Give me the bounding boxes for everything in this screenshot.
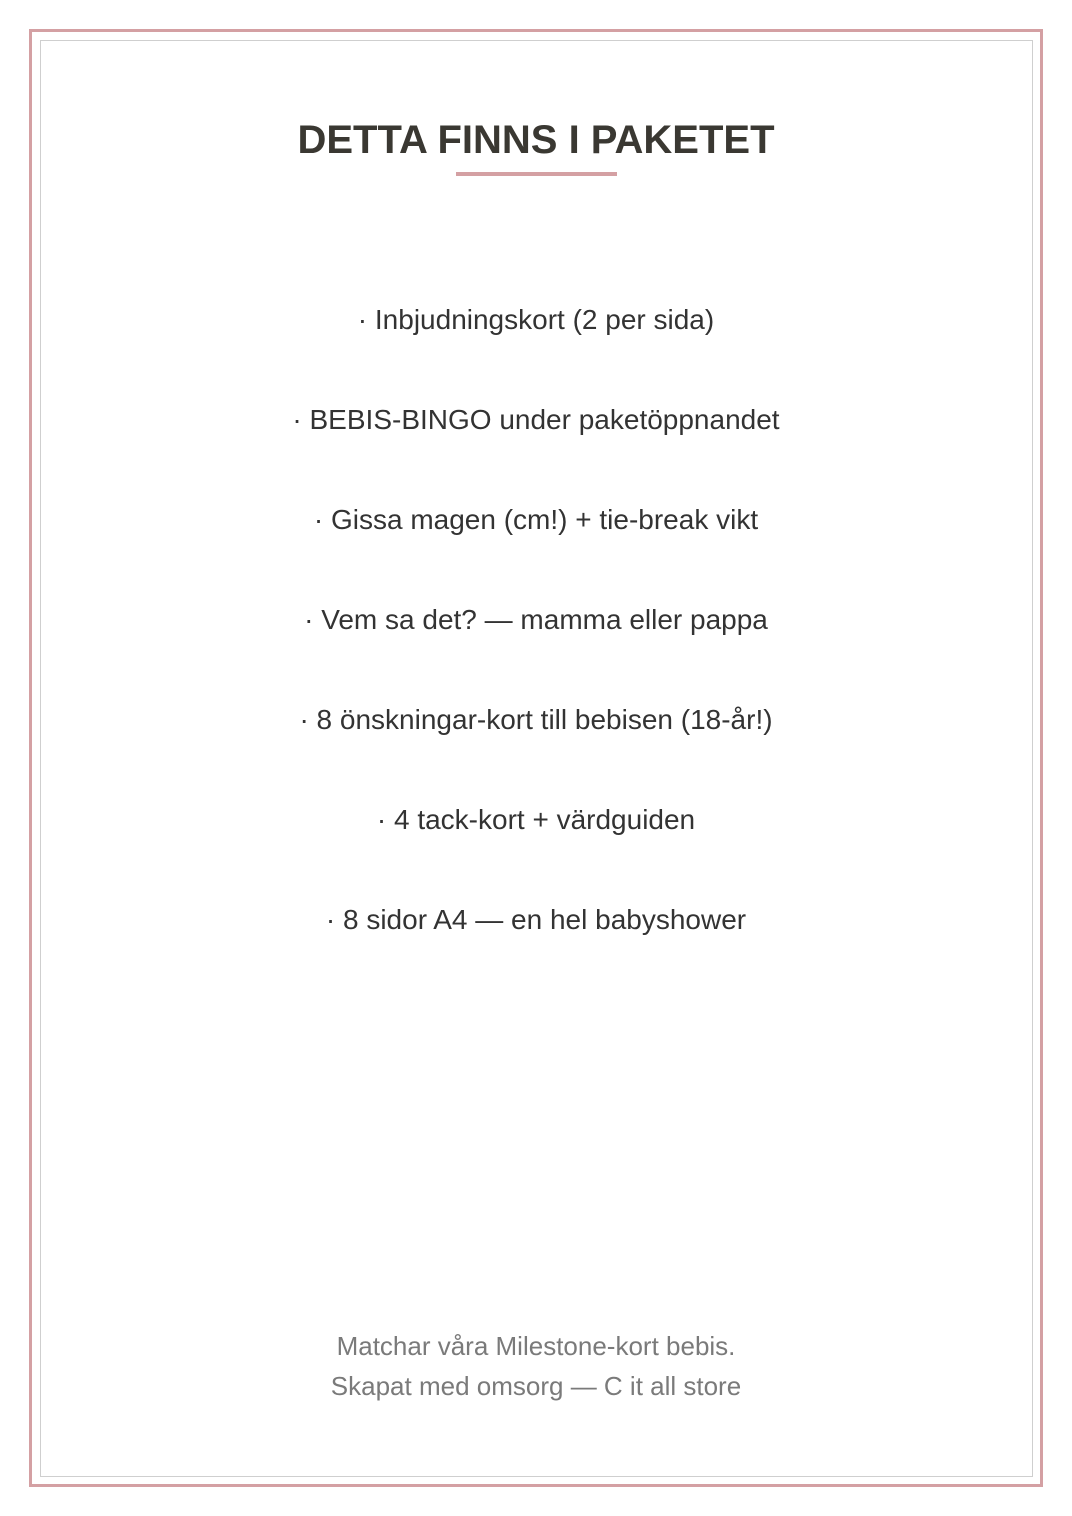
footer-line-1: Matchar våra Milestone-kort bebis. xyxy=(336,1331,736,1361)
title-underline xyxy=(456,172,617,176)
footer xyxy=(0,1326,1072,1406)
list-item: · Gissa magen (cm!) + tie-break vikt xyxy=(313,504,759,535)
page-title: DETTA FINNS I PAKETET xyxy=(297,118,775,162)
list-item: · 4 tack-kort + värdguiden xyxy=(376,804,696,835)
list-item: · Inbjudningskort (2 per sida) xyxy=(357,304,715,335)
package-contents-list xyxy=(0,298,1072,998)
list-item: · 8 sidor A4 — en hel babyshower xyxy=(325,904,747,935)
footer-line-2: Skapat med omsorg — C it all store xyxy=(330,1371,742,1401)
list-item: · 8 önskningar-kort till bebisen (18-år!) xyxy=(299,704,773,735)
list-item: · Vem sa det? — mamma eller pappa xyxy=(304,604,768,635)
list-item: · BEBIS-BINGO under paketöppnandet xyxy=(292,404,780,435)
